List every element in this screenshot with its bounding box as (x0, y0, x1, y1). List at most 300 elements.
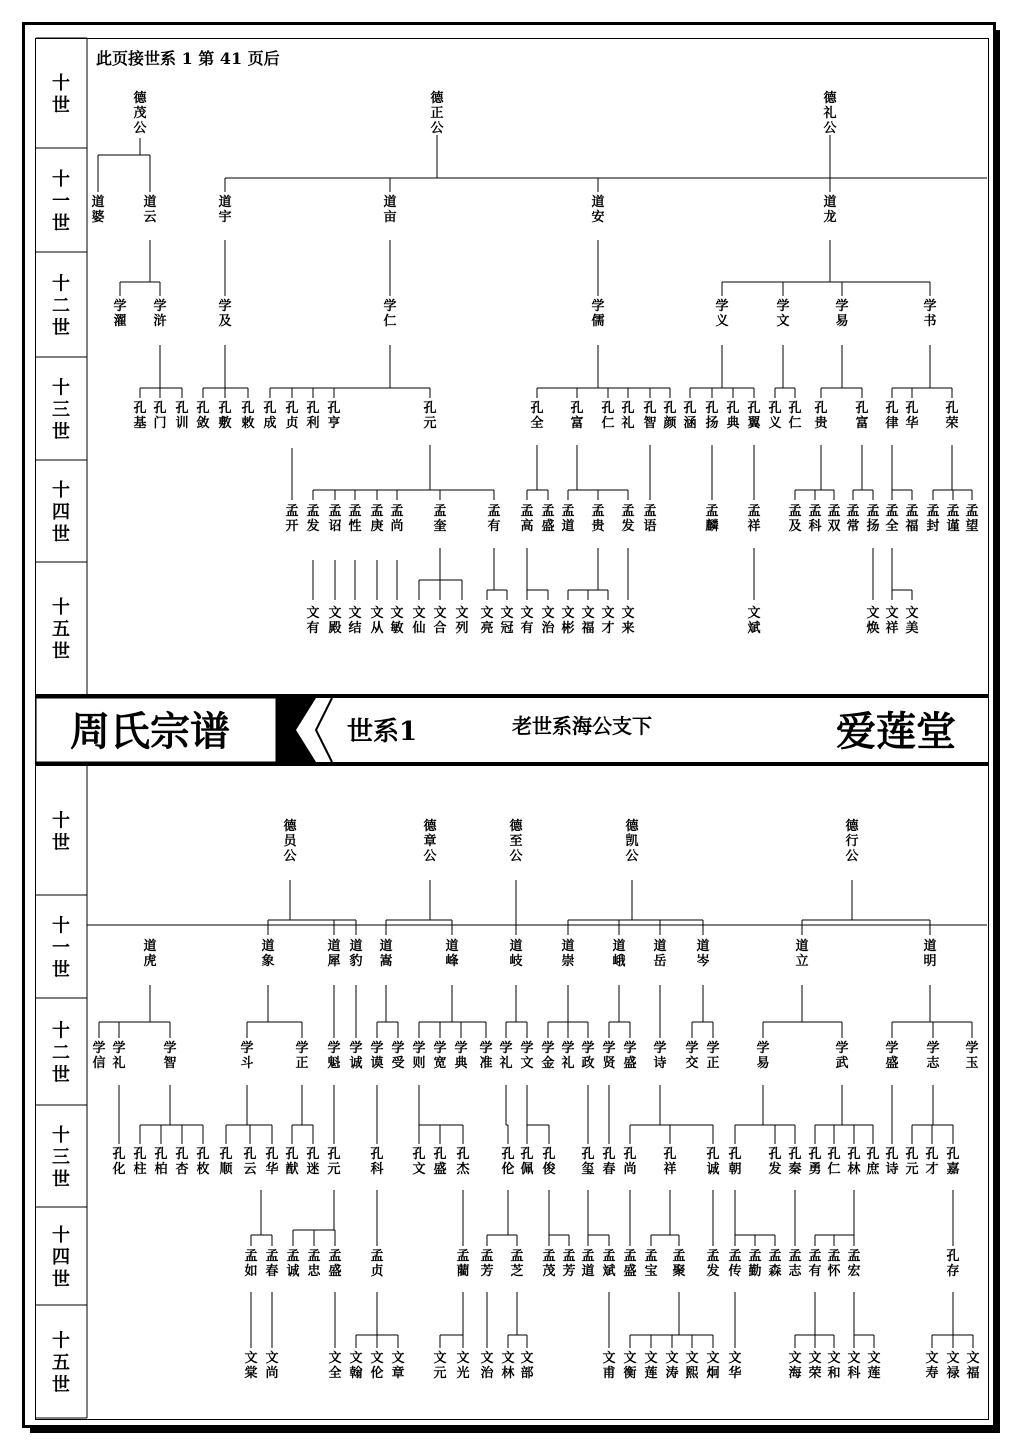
top-gen13-person: 孔 (153, 401, 167, 416)
top-gen14-person: 孟 (946, 504, 960, 519)
bottom-gen12-person: 学 (885, 1041, 899, 1056)
bottom-gen13-person: 玺 (581, 1162, 595, 1177)
top-gen13-person: 孔 (263, 401, 277, 416)
bottom-gen12-person: 正 (295, 1056, 309, 1071)
bottom-gen13-person: 杰 (456, 1162, 470, 1177)
bottom-gen13-person: 嘉 (946, 1162, 960, 1177)
bottom-gen12-person: 文 (520, 1056, 534, 1071)
top-gen14-person: 发 (621, 519, 635, 534)
bottom-gen11-person: 道 (795, 939, 809, 954)
bottom-gen15-person: 文 (847, 1351, 861, 1366)
bottom-gen11-person: 象 (261, 954, 275, 969)
top-gen15-person: 彬 (561, 621, 575, 636)
bottom-gen14-person: 传 (728, 1264, 742, 1279)
bottom-gen13-person: 孔 (175, 1147, 189, 1162)
top-gen13-person: 孔 (788, 401, 802, 416)
top-gen12-person: 书 (923, 314, 937, 329)
bottom-gen13-person: 林 (847, 1162, 861, 1177)
top-gen14-person: 道 (561, 519, 575, 534)
bottom-gen14-person: 孟 (456, 1249, 470, 1264)
top-gen13-person: 义 (768, 416, 782, 431)
bottom-gen14-person: 孟 (788, 1249, 802, 1264)
bottom-gen13-person: 孔 (925, 1147, 939, 1162)
bottom-gen14-person: 孟 (706, 1249, 720, 1264)
top-gen15-person: 文 (905, 606, 919, 621)
bottom-gen12-person: 诗 (653, 1056, 667, 1071)
bottom-gen12-person: 盛 (885, 1056, 899, 1071)
top-gen14-person: 孟 (827, 504, 841, 519)
top-gen15-person: 文 (601, 606, 615, 621)
top-gen15-person: 文 (480, 606, 494, 621)
bottom-gen14-person: 诚 (286, 1264, 300, 1279)
bottom-gen15-person: 文 (808, 1351, 822, 1366)
bottom-gen12-person: 受 (391, 1056, 405, 1071)
bottom-gen10-person: 德 (845, 819, 859, 834)
top-gen15-person: 文 (561, 606, 575, 621)
top-gen15-person: 文 (348, 606, 362, 621)
bottom-gen12-person: 典 (454, 1056, 468, 1071)
bottom-gen14-person: 勤 (748, 1264, 762, 1279)
top-gen14-person: 封 (926, 519, 940, 534)
top-gen14-person: 孟 (390, 504, 404, 519)
bottom-gen15-person: 文 (602, 1351, 616, 1366)
bottom-gen13-person: 孔 (133, 1147, 147, 1162)
top-gen-label: 十 (52, 73, 70, 94)
bottom-gen13-person: 孔 (623, 1147, 637, 1162)
top-gen13-person: 贵 (814, 416, 828, 431)
bottom-gen11-person: 道 (261, 939, 275, 954)
bottom-gen14-person: 孟 (748, 1249, 762, 1264)
bottom-gen11-person: 崇 (561, 954, 575, 969)
top-gen13-person: 孔 (683, 401, 697, 416)
bottom-gen-label: 十 (52, 915, 70, 937)
bottom-gen14-person: 如 (244, 1264, 258, 1279)
bottom-gen12-person: 宽 (433, 1056, 447, 1071)
bottom-gen14-person: 孟 (827, 1249, 841, 1264)
top-gen13-person: 扬 (705, 416, 719, 431)
bottom-gen10-person: 员 (283, 834, 297, 849)
top-gen10-person: 德 (823, 91, 837, 106)
bottom-gen15-person: 莲 (867, 1366, 881, 1381)
bottom-gen11-person: 岐 (509, 954, 523, 969)
bottom-gen15-person: 涛 (665, 1366, 679, 1381)
top-gen14-person: 孟 (905, 504, 919, 519)
bottom-gen-label: 一 (52, 937, 70, 959)
top-gen14-person: 尚 (390, 519, 404, 534)
top-gen-label: 十 (52, 597, 70, 618)
bottom-gen15-person: 文 (244, 1351, 258, 1366)
bottom-gen14-person: 盛 (623, 1264, 637, 1279)
bottom-gen10-person: 公 (283, 849, 297, 864)
top-gen15-person: 祥 (885, 621, 899, 636)
top-gen-label: 十 (52, 377, 70, 399)
bottom-gen12-person: 则 (412, 1056, 426, 1071)
top-gen12-person: 学 (923, 299, 937, 314)
bottom-gen15-person: 文 (480, 1351, 494, 1366)
bottom-gen13-person: 柏 (154, 1162, 168, 1177)
bottom-gen13-person: 杏 (175, 1162, 189, 1177)
top-gen12-person: 文 (776, 314, 790, 329)
top-gen13-person: 亨 (327, 416, 341, 431)
top-gen14-person: 奎 (433, 519, 447, 534)
top-gen12-person: 学 (218, 299, 232, 314)
top-gen11-person: 道 (218, 195, 232, 210)
top-gen14-person: 孟 (328, 504, 342, 519)
bottom-gen12-person: 学 (412, 1041, 426, 1056)
top-gen14-person: 孟 (965, 504, 979, 519)
bottom-gen13-person: 孔 (905, 1147, 919, 1162)
bottom-gen15-person: 文 (788, 1351, 802, 1366)
top-gen15-person: 结 (348, 621, 362, 636)
top-gen14-person: 孟 (846, 504, 860, 519)
bottom-gen14-person: 孟 (644, 1249, 658, 1264)
bottom-gen13-person: 云 (243, 1162, 257, 1177)
top-gen14-person: 有 (487, 519, 501, 534)
top-gen14-person: 双 (827, 519, 841, 534)
top-gen13-person: 孔 (530, 401, 544, 416)
bottom-gen13-person: 勇 (808, 1162, 822, 1177)
bottom-gen10-person: 公 (625, 849, 639, 864)
top-gen13-person: 孔 (747, 401, 761, 416)
bottom-gen15-person: 伦 (370, 1366, 384, 1381)
bottom-gen15-person: 莲 (644, 1366, 658, 1381)
bottom-gen11-person: 道 (379, 939, 393, 954)
bottom-gen13-person: 孔 (412, 1147, 426, 1162)
bottom-gen14-person: 孟 (672, 1249, 686, 1264)
top-gen14-person: 孟 (487, 504, 501, 519)
bottom-gen14-person: 贞 (370, 1264, 384, 1279)
bottom-gen15-person: 文 (946, 1351, 960, 1366)
top-gen14-person: 孟 (306, 504, 320, 519)
bottom-gen12-person: 学 (499, 1041, 513, 1056)
top-gen14-person: 孟 (348, 504, 362, 519)
bottom-gen15-person: 甫 (602, 1366, 616, 1381)
bottom-gen13-person: 伦 (501, 1162, 515, 1177)
bottom-gen12-person: 交 (685, 1056, 699, 1071)
top-gen-label: 世 (52, 317, 70, 339)
bottom-gen-label: 三 (52, 1147, 70, 1168)
top-gen13-person: 翼 (747, 416, 761, 431)
bottom-gen13-person: 孔 (946, 1147, 960, 1162)
top-gen14-person: 贵 (591, 519, 605, 534)
bottom-gen11-person: 岳 (653, 954, 667, 969)
top-gen13-person: 富 (570, 416, 584, 431)
bottom-gen15-person: 文 (827, 1351, 841, 1366)
bottom-gen11-person: 明 (923, 954, 937, 969)
bottom-gen14-person: 孟 (480, 1249, 494, 1264)
bottom-gen14-person: 孟 (542, 1249, 556, 1264)
top-gen13-person: 利 (306, 416, 320, 431)
bottom-gen14-person: 志 (788, 1264, 802, 1279)
top-gen13-person: 孔 (306, 401, 320, 416)
top-gen15-person: 焕 (866, 621, 880, 636)
top-gen13-person: 孔 (285, 401, 299, 416)
bottom-gen13-person: 才 (925, 1162, 939, 1177)
top-gen15-person: 文 (541, 606, 555, 621)
top-gen14-person: 庚 (370, 519, 384, 534)
bottom-gen11-person: 道 (923, 939, 937, 954)
bottom-gen14-person: 斌 (602, 1264, 616, 1279)
bottom-gen15-person: 文 (623, 1351, 637, 1366)
bottom-gen13-person: 孔 (456, 1147, 470, 1162)
bottom-gen-label: 世 (52, 1169, 70, 1190)
bottom-gen12-person: 玉 (965, 1056, 979, 1071)
bottom-gen11-person: 道 (445, 939, 459, 954)
bottom-gen-label: 十 (52, 1330, 70, 1352)
bottom-gen13-person: 猷 (285, 1162, 299, 1177)
bottom-gen13-person: 孔 (663, 1147, 677, 1162)
top-gen-label: 十 (52, 169, 70, 190)
top-gen15-person: 仙 (412, 621, 426, 636)
top-gen14-person: 高 (520, 519, 534, 534)
bottom-gen11-person: 道 (349, 939, 363, 954)
top-gen14-person: 孟 (621, 504, 635, 519)
top-gen15-person: 有 (520, 621, 534, 636)
top-gen15-person: 文 (866, 606, 880, 621)
bottom-gen14-person: 孟 (562, 1249, 576, 1264)
bottom-gen14-person: 道 (581, 1264, 595, 1279)
top-gen13-person: 孔 (327, 401, 341, 416)
bottom-gen12-person: 贤 (602, 1056, 616, 1071)
top-gen15-person: 文 (885, 606, 899, 621)
bottom-gen10-person: 行 (845, 834, 859, 849)
bottom-gen-label: 十 (52, 1125, 70, 1146)
bottom-gen15-person: 文 (456, 1351, 470, 1366)
bottom-gen13-person: 诗 (885, 1162, 899, 1177)
top-gen14-person: 发 (306, 519, 320, 534)
bottom-gen13-person: 顺 (219, 1162, 233, 1177)
top-gen-label: 五 (52, 619, 70, 640)
top-gen11-person: 道 (143, 195, 157, 210)
book-title: 周氏宗谱 (70, 708, 230, 755)
bottom-gen13-person: 孔 (327, 1147, 341, 1162)
bottom-gen-label: 十 (52, 810, 70, 832)
bottom-gen13-person: 孔 (808, 1147, 822, 1162)
top-gen14-person: 祥 (747, 519, 761, 534)
top-gen14-person: 孟 (561, 504, 575, 519)
top-gen15-person: 文 (306, 606, 320, 621)
continuation-note: 此页接世系 1 第 41 页后 (96, 49, 280, 68)
bottom-gen12-person: 学 (685, 1041, 699, 1056)
bottom-gen13-person: 孔 (885, 1147, 899, 1162)
bottom-gen13-person: 迷 (306, 1162, 320, 1177)
top-gen-label: 世 (52, 213, 70, 234)
bottom-gen13-person: 华 (265, 1162, 279, 1177)
bottom-gen13-person: 孔 (827, 1147, 841, 1162)
bottom-gen11-person: 道 (653, 939, 667, 954)
top-gen10-person: 礼 (823, 106, 837, 121)
bottom-gen12-person: 学 (706, 1041, 720, 1056)
top-gen14-person: 孟 (885, 504, 899, 519)
top-gen10-person: 公 (133, 121, 147, 136)
top-gen15-person: 合 (433, 621, 447, 636)
top-gen13-person: 孔 (855, 401, 869, 416)
bottom-gen15-person: 尚 (265, 1366, 279, 1381)
bottom-gen12-person: 学 (92, 1041, 106, 1056)
top-gen15-person: 文 (581, 606, 595, 621)
bottom-gen14-person: 忠 (307, 1264, 321, 1279)
top-gen13-person: 敕 (241, 416, 255, 431)
top-gen-label: 世 (52, 641, 70, 662)
top-gen12-person: 学 (591, 299, 605, 314)
top-gen13-person: 基 (133, 416, 147, 431)
bottom-gen15-person: 文 (706, 1351, 720, 1366)
bottom-gen12-person: 学 (370, 1041, 384, 1056)
bottom-gen13-person: 孔 (219, 1147, 233, 1162)
bottom-gen14-person: 茂 (542, 1264, 556, 1279)
bottom-gen12-person: 学 (756, 1041, 770, 1056)
bottom-gen13-person: 孔 (196, 1147, 210, 1162)
bottom-gen12-person: 学 (926, 1041, 940, 1056)
bottom-gen14-person: 芳 (480, 1264, 494, 1279)
bottom-gen15-person: 翰 (349, 1366, 363, 1381)
bottom-gen12-person: 学 (479, 1041, 493, 1056)
bottom-gen15-person: 文 (685, 1351, 699, 1366)
bottom-gen15-person: 文 (349, 1351, 363, 1366)
bottom-gen11-person: 道 (696, 939, 710, 954)
bottom-gen15-person: 荣 (808, 1366, 822, 1381)
bottom-gen14-person: 孟 (510, 1249, 524, 1264)
top-gen15-person: 文 (412, 606, 426, 621)
bottom-gen11-person: 峨 (612, 954, 626, 969)
top-gen15-person: 文 (520, 606, 534, 621)
bottom-gen-label: 世 (52, 1064, 70, 1086)
top-gen14-person: 麟 (705, 519, 719, 534)
bottom-gen15-person: 文 (370, 1351, 384, 1366)
top-gen13-person: 元 (423, 416, 437, 431)
bottom-gen12-person: 学 (433, 1041, 447, 1056)
top-gen11-person: 安 (591, 210, 605, 225)
bottom-gen12-person: 学 (349, 1041, 363, 1056)
bottom-gen13-person: 仁 (827, 1162, 841, 1177)
top-gen13-person: 孔 (814, 401, 828, 416)
top-gen13-person: 颜 (663, 416, 677, 431)
top-gen13-person: 仁 (601, 416, 615, 431)
bottom-gen15-person: 和 (827, 1366, 841, 1381)
bottom-gen12-person: 学 (520, 1041, 534, 1056)
top-gen11-person: 亩 (383, 210, 397, 225)
bottom-gen15-person: 文 (925, 1351, 939, 1366)
bottom-gen10-person: 公 (509, 849, 523, 864)
bottom-gen-label: 世 (52, 832, 70, 854)
bottom-gen13-person: 孔 (866, 1147, 880, 1162)
bottom-gen14-person: 藺 (456, 1264, 470, 1279)
bottom-gen10-person: 德 (423, 819, 437, 834)
bottom-gen15-person: 文 (520, 1351, 534, 1366)
bottom-gen13-person: 文 (412, 1162, 426, 1177)
top-gen13-person: 涵 (683, 416, 697, 431)
bottom-gen13-person: 孔 (154, 1147, 168, 1162)
top-gen12-person: 濯 (113, 314, 127, 329)
bottom-gen14-person: 宝 (644, 1264, 658, 1279)
bottom-gen13-person: 秦 (788, 1162, 802, 1177)
top-gen11-person: 道 (823, 195, 837, 210)
bottom-gen13-person: 朝 (728, 1162, 742, 1177)
generation-labels-bottom (52, 810, 70, 1396)
top-gen14-person: 盛 (541, 519, 555, 534)
bottom-gen12-person: 学 (581, 1041, 595, 1056)
bottom-gen12-person: 谟 (370, 1056, 384, 1071)
top-gen13-person: 孔 (705, 401, 719, 416)
bottom-gen14-person: 孟 (602, 1249, 616, 1264)
bottom-gen10-person: 德 (509, 819, 523, 834)
bottom-gen15-person: 棠 (244, 1366, 258, 1381)
bottom-gen14-person: 孟 (307, 1249, 321, 1264)
bottom-gen12-person: 学 (561, 1041, 575, 1056)
bottom-gen12-person: 学 (295, 1041, 309, 1056)
bottom-gen15-person: 福 (966, 1366, 980, 1381)
bottom-gen13-person: 孔 (602, 1147, 616, 1162)
top-gen13-person: 孔 (768, 401, 782, 416)
bottom-gen14-person: 孟 (244, 1249, 258, 1264)
top-gen15-person: 福 (581, 621, 595, 636)
bottom-gen13-person: 盛 (433, 1162, 447, 1177)
bottom-gen12-person: 学 (391, 1041, 405, 1056)
bottom-gen13-person: 孔 (581, 1147, 595, 1162)
bottom-gen12-person: 学 (835, 1041, 849, 1056)
bottom-gen13-person: 孔 (768, 1147, 782, 1162)
bottom-gen14-person: 聚 (672, 1264, 686, 1279)
top-gen15-person: 文 (328, 606, 342, 621)
top-gen13-person: 智 (643, 416, 657, 431)
bottom-gen11-person: 岑 (696, 954, 710, 969)
bottom-gen12-person: 学 (163, 1041, 177, 1056)
top-gen10-person: 公 (430, 121, 444, 136)
top-gen14-person: 全 (885, 519, 899, 534)
bottom-gen11-person: 道 (327, 939, 341, 954)
generation-labels-top (52, 72, 70, 662)
top-gen14-person: 常 (846, 519, 860, 534)
top-gen15-person: 亮 (480, 621, 494, 636)
bottom-gen11-person: 峰 (445, 954, 459, 969)
bottom-gen13-person: 祥 (663, 1162, 677, 1177)
top-gen12-person: 浒 (153, 314, 167, 329)
bottom-gen12-person: 学 (327, 1041, 341, 1056)
bottom-gen15-person: 海 (788, 1366, 802, 1381)
top-gen-label: 二 (52, 295, 70, 317)
bottom-gen14-person: 孟 (265, 1249, 279, 1264)
top-gen13-person: 孔 (945, 401, 959, 416)
title-banner (36, 694, 988, 766)
top-gen12-person: 学 (776, 299, 790, 314)
top-gen14-person: 孟 (285, 504, 299, 519)
top-gen14-person: 语 (643, 519, 657, 534)
bottom-gen15-person: 章 (391, 1366, 405, 1381)
bottom-gen15-person: 熙 (685, 1366, 699, 1381)
bottom-gen14-person: 孟 (847, 1249, 861, 1264)
bottom-gen-label: 二 (52, 1042, 70, 1064)
top-gen14-person: 谨 (946, 519, 960, 534)
bottom-gen15-person: 寿 (925, 1366, 939, 1381)
bottom-gen13-person: 庶 (866, 1162, 880, 1177)
bottom-gen-label: 五 (52, 1352, 70, 1374)
top-gen13-person: 孔 (133, 401, 147, 416)
branch-title: 老世系海公支下 (512, 714, 652, 738)
top-gen15-person: 文 (370, 606, 384, 621)
top-gen-label: 十 (52, 273, 70, 295)
bottom-gen13-person: 柱 (133, 1162, 147, 1177)
bottom-gen13-person: 孔 (306, 1147, 320, 1162)
top-gen15-person: 美 (905, 621, 919, 636)
bottom-gen11-person: 嵩 (379, 954, 393, 969)
top-gen15-person: 才 (601, 621, 615, 636)
bottom-gen-label: 四 (52, 1247, 70, 1268)
bottom-gen15-person: 文 (391, 1351, 405, 1366)
bottom-gen14-person: 孟 (768, 1249, 782, 1264)
bottom-gen13-person: 元 (905, 1162, 919, 1177)
top-gen11-person: 云 (143, 210, 157, 225)
bottom-gen14-person: 孟 (370, 1249, 384, 1264)
